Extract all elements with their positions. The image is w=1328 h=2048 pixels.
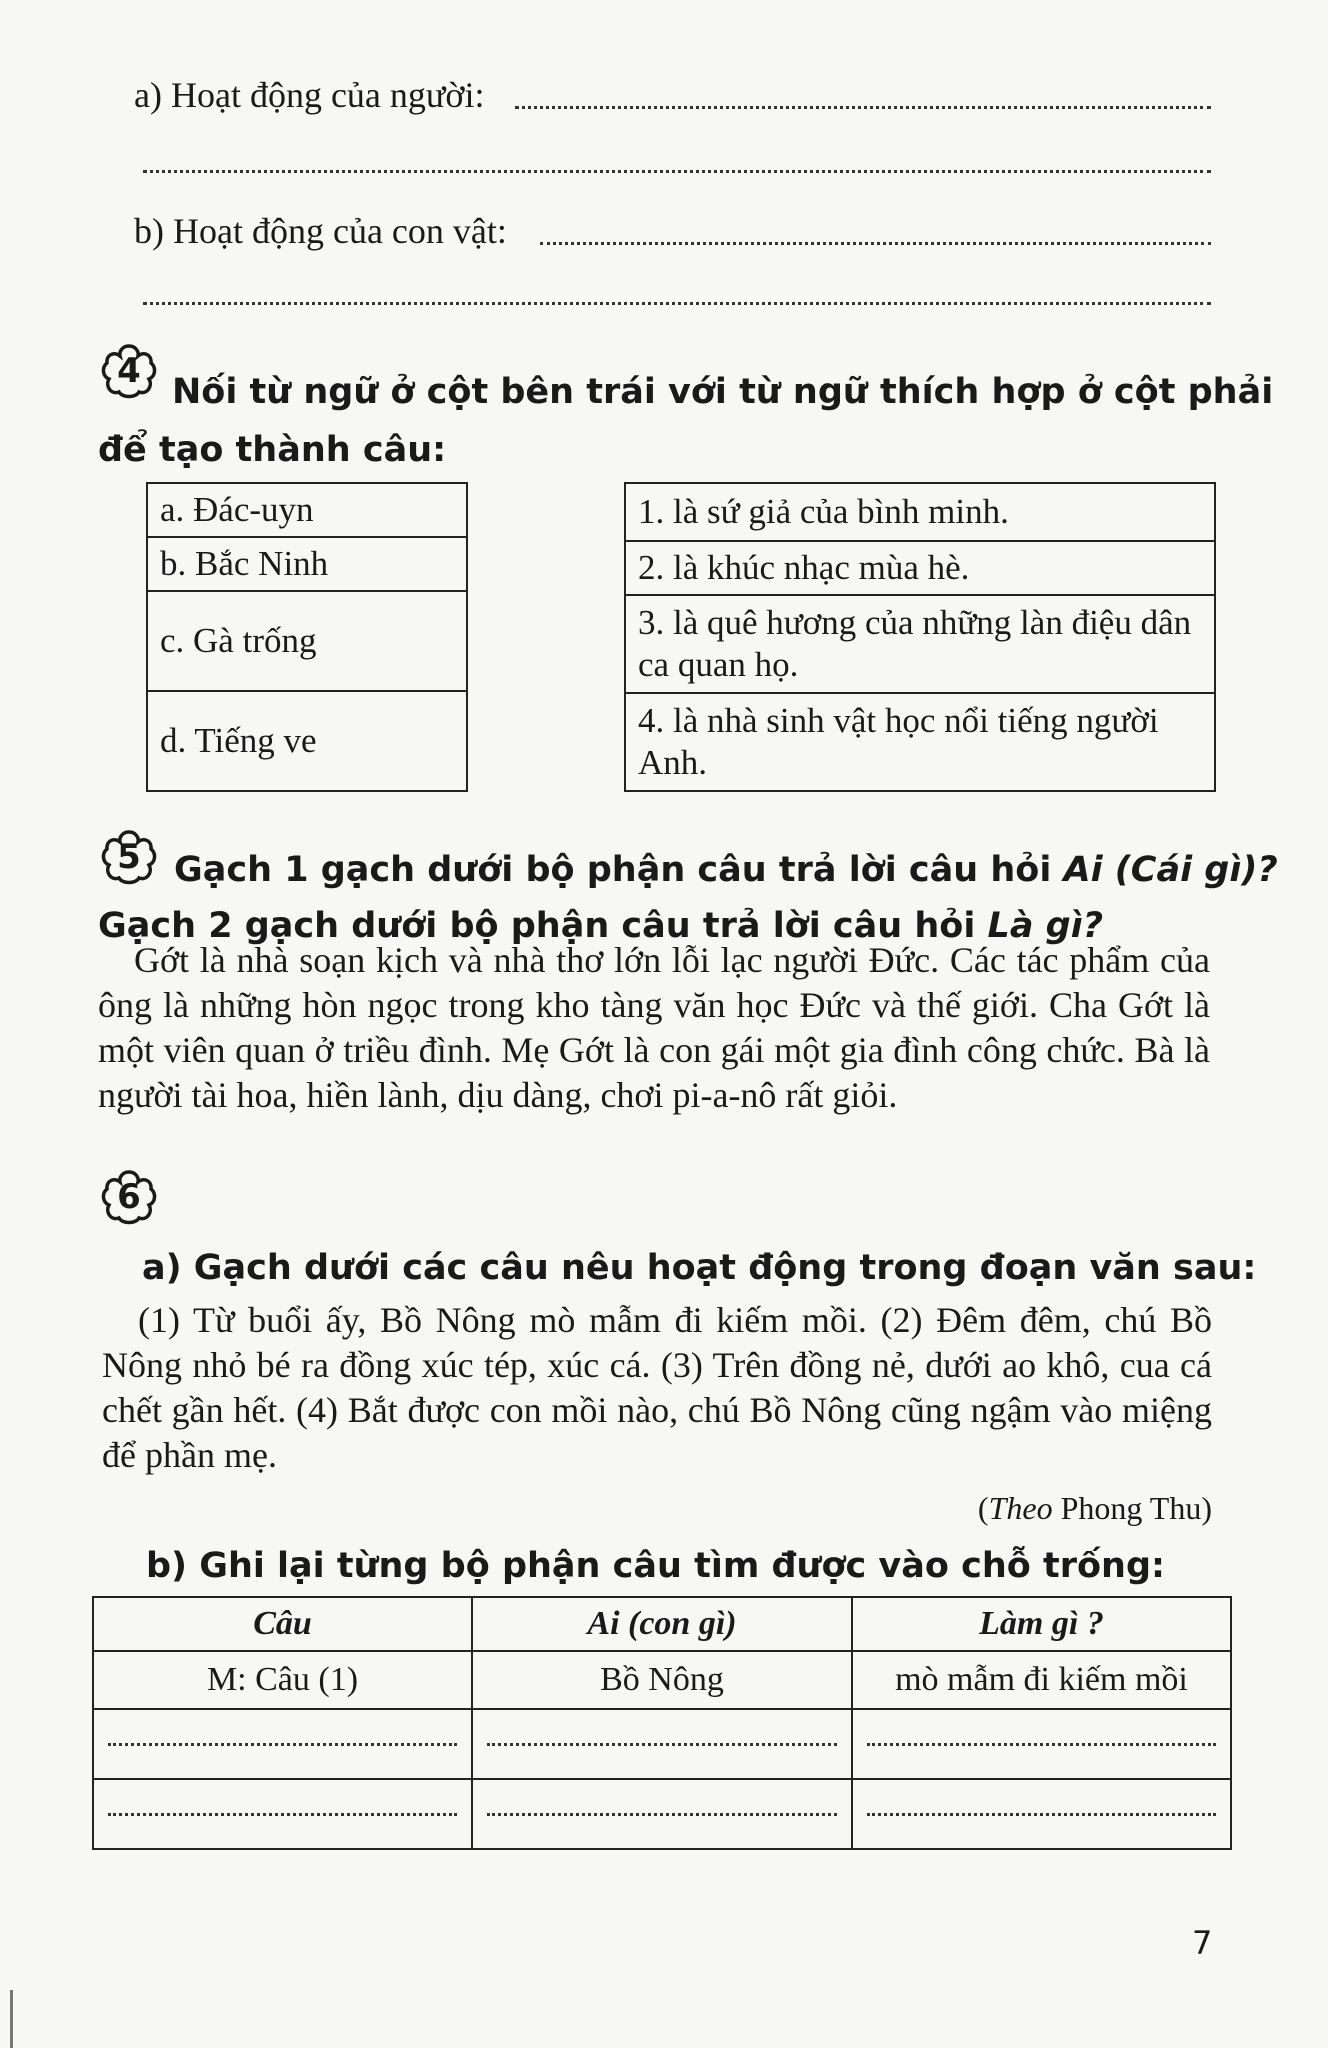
ex6-answer-table (92, 1596, 1232, 1850)
ex6-b-heading: b) Ghi lại từng bộ phận câu tìm được vào chỗ trống: (146, 1546, 1165, 1586)
ex4-left-item-d[interactable]: d. Tiếng ve (147, 691, 467, 791)
ex5-heading-line-1-text: Gạch 1 gạch dưới bộ phận câu trả lời câu hỏi (174, 850, 1064, 890)
ex6-source: (Theo Phong Thu) (977, 1490, 1212, 1526)
ex4-left-item-c[interactable]: c. Gà trống (147, 591, 467, 691)
ex4-right-item-3[interactable]: 3. là quê hương của những làn điệu dân ca quan họ. (625, 595, 1215, 693)
answer-dotted-line[interactable] (867, 1813, 1216, 1816)
ex6-row1-lam-gi-cell[interactable] (852, 1709, 1231, 1779)
ex4-left-column (146, 482, 468, 792)
ex6-table-example-row (93, 1651, 1231, 1709)
ex4-heading-line-1: Nối từ ngữ ở cột bên trái với từ ngữ thích hợp ở cột phải (172, 372, 1274, 412)
answer-dotted-line[interactable] (487, 1743, 837, 1746)
ex4-right-item-4[interactable]: 4. là nhà sinh vật học nổi tiếng người Anh. (625, 693, 1215, 791)
ex6-table-header-row (93, 1597, 1231, 1651)
ex6-example-ai: Bồ Nông (472, 1651, 852, 1709)
ex4-heading-line-2: để tạo thành câu: (98, 430, 447, 470)
table-row (93, 1779, 1231, 1849)
exercise-6-flower-icon (98, 1166, 160, 1228)
answer-dotted-line[interactable] (867, 1743, 1216, 1746)
ex6-header-cau: Câu (93, 1597, 472, 1651)
ex6-example-cau: M: Câu (1) (93, 1651, 472, 1709)
ex6-row2-ai-cell[interactable] (472, 1779, 852, 1849)
ex6-row2-lam-gi-cell[interactable] (852, 1779, 1231, 1849)
ex5-heading-line-1-italic: Ai (Cái gì)? (1063, 850, 1278, 890)
ex3-a-answer-line-2[interactable] (143, 170, 1211, 173)
ex3-a-label: a) Hoạt động của người: (134, 75, 485, 115)
ex6-row2-cau-cell[interactable] (93, 1779, 472, 1849)
page-edge-mark (10, 1990, 13, 2048)
answer-dotted-line[interactable] (108, 1813, 457, 1816)
ex4-right-column (624, 482, 1216, 792)
ex6-a-heading: a) Gạch dưới các câu nêu hoạt động trong đoạn văn sau: (142, 1248, 1257, 1288)
ex6-header-ai: Ai (con gì) (472, 1597, 852, 1651)
table-row (93, 1709, 1231, 1779)
ex4-left-item-a[interactable]: a. Đác-uyn (147, 483, 467, 537)
ex3-b-label: b) Hoạt động của con vật: (134, 211, 507, 251)
page-number: 7 (1192, 1924, 1213, 1962)
ex3-a-answer-line-1[interactable] (515, 106, 1211, 109)
ex4-right-item-2[interactable]: 2. là khúc nhạc mùa hè. (625, 541, 1215, 595)
ex5-paragraph[interactable]: Gớt là nhà soạn kịch và nhà thơ lớn lỗi lạc người Đức. Các tác phẩm của ông là những hòn ngọc trong kho tàng văn học Đức và thế giới. Cha Gớt là một viên quan ở triều đình. Mẹ Gớt là con gái một gia đình công chức. Bà là người tài hoa, hiền lành, dịu dàng, chơi pi-a-nô rất giỏi. (98, 940, 1210, 1115)
ex6-row1-cau-cell[interactable] (93, 1709, 472, 1779)
ex5-heading-line-2-italic: Là gì? (987, 906, 1103, 946)
answer-dotted-line[interactable] (108, 1743, 457, 1746)
ex6-source-author: Phong Thu (1060, 1490, 1202, 1526)
exercise-4-number: 4 (117, 351, 141, 391)
ex6-source-theo: Theo (988, 1490, 1053, 1526)
ex5-heading-line-1 (174, 850, 1278, 890)
ex3-b-answer-line-1[interactable] (540, 242, 1211, 245)
ex3-b-answer-line-2[interactable] (143, 302, 1211, 305)
exercise-6-number: 6 (117, 1177, 141, 1217)
ex6-header-lam-gi: Làm gì ? (852, 1597, 1231, 1651)
ex4-right-item-1[interactable]: 1. là sứ giả của bình minh. (625, 483, 1215, 541)
answer-dotted-line[interactable] (487, 1813, 837, 1816)
exercise-5-number: 5 (117, 837, 141, 877)
exercise-4-flower-icon (98, 340, 160, 402)
exercise-5-flower-icon (98, 826, 160, 888)
ex6-row1-ai-cell[interactable] (472, 1709, 852, 1779)
ex6-paragraph[interactable]: (1) Từ buổi ấy, Bồ Nông mò mẫm đi kiếm mồi. (2) Đêm đêm, chú Bồ Nông nhỏ bé ra đồng xúc tép, xúc cá. (3) Trên đồng nẻ, dưới ao khô, cua cá chết gần hết. (4) Bắt được con mồi nào, chú Bồ Nông cũng ngậm vào miệng để phần mẹ. (102, 1300, 1212, 1475)
ex4-left-item-b[interactable]: b. Bắc Ninh (147, 537, 467, 591)
ex6-example-lam-gi: mò mẫm đi kiếm mồi (852, 1651, 1231, 1709)
ex5-heading-line-2-text: Gạch 2 gạch dưới bộ phận câu trả lời câu hỏi (98, 906, 988, 946)
